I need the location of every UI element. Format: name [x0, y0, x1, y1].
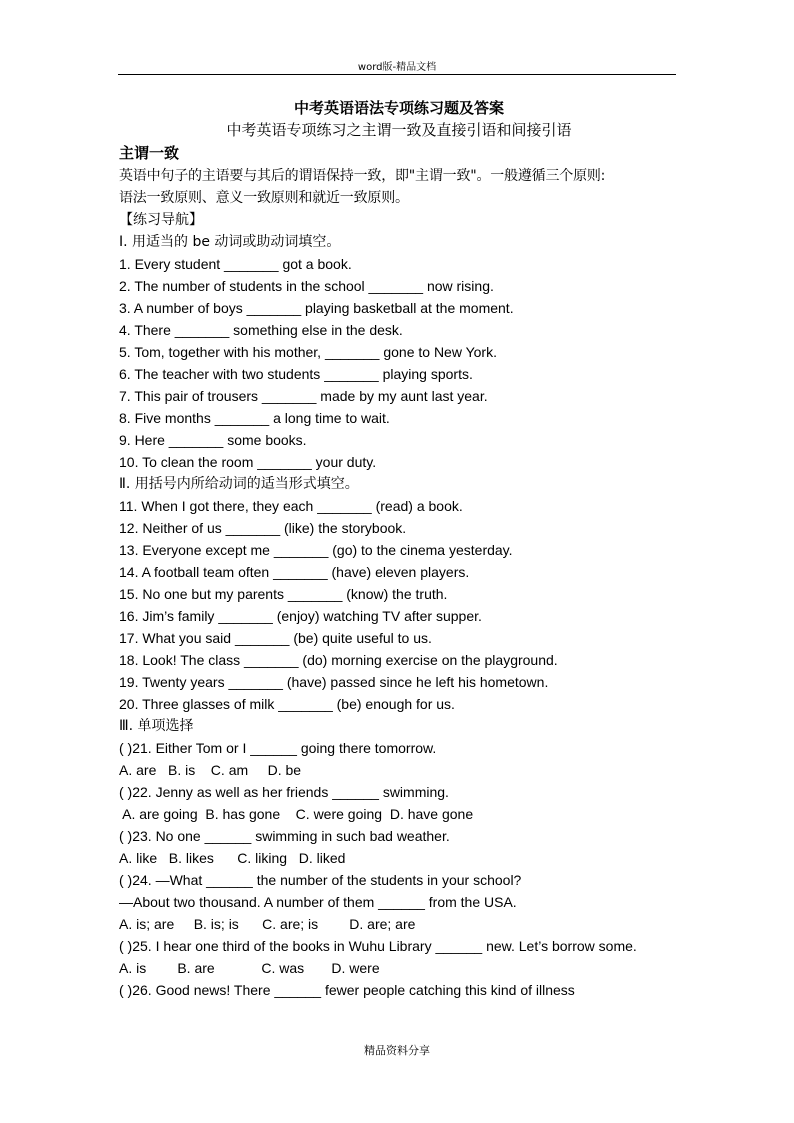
answer-options: A. is B. are C. was D. were [119, 960, 380, 976]
exercise-item: 14. A football team often _______ (have) eleven players. [119, 564, 470, 580]
exercise-item: 8. Five months _______ a long time to wait. [119, 410, 390, 426]
exercise-item: 17. What you said _______ (be) quite useful to us. [119, 630, 432, 646]
section-heading: 主谓一致 [119, 144, 180, 162]
part3-heading: Ⅲ. 单项选择 [119, 718, 194, 734]
exercise-item: 12. Neither of us _______ (like) the storybook. [119, 520, 407, 536]
intro-line: 语法一致原则、意义一致原则和就近一致原则。 [119, 190, 409, 206]
exercise-item: 5. Tom, together with his mother, _______ gone to New York. [119, 344, 497, 360]
exercise-item: 16. Jim’s family _______ (enjoy) watching TV after supper. [119, 608, 482, 624]
question-item: ( )21. Either Tom or I ______ going there tomorrow. [119, 740, 437, 756]
exercise-item: 15. No one but my parents _______ (know) the truth. [119, 586, 448, 602]
intro-line: 英语中句子的主语要与其后的谓语保持一致，即"主谓一致"。一般遵循三个原则: [119, 168, 606, 184]
question-item: ( )25. I hear one third of the books in Wuhu Library ______ new. Let’s borrow some. [119, 938, 637, 954]
document-subtitle: 中考英语专项练习之主谓一致及直接引语和间接引语 [226, 121, 572, 139]
question-item: —About two thousand. A number of them ______ from the USA. [119, 894, 517, 910]
exercise-item: 2. The number of students in the school _______ now rising. [119, 278, 494, 294]
guide-label: 【练习导航】 [119, 212, 203, 228]
exercise-item: 3. A number of boys _______ playing basketball at the moment. [119, 300, 514, 316]
document-title: 中考英语语法专项练习题及答案 [293, 99, 504, 117]
exercise-item: 11. When I got there, they each _______ (read) a book. [119, 498, 463, 514]
page-header: word版-精品文档 [357, 62, 437, 73]
exercise-item: 1. Every student _______ got a book. [119, 256, 352, 272]
header-divider [118, 74, 676, 75]
answer-options: A. are going B. has gone C. were going D. have gone [119, 806, 474, 822]
exercise-item: 4. There _______ something else in the desk. [119, 322, 403, 338]
exercise-item: 6. The teacher with two students _______ playing sports. [119, 366, 473, 382]
question-item: ( )23. No one ______ swimming in such bad weather. [119, 828, 450, 844]
exercise-item: 20. Three glasses of milk _______ (be) enough for us. [119, 696, 455, 712]
answer-options: A. are B. is C. am D. be [119, 762, 302, 778]
question-item: ( )22. Jenny as well as her friends ______ swimming. [119, 784, 449, 800]
part1-heading: Ⅰ. 用适当的 be 动词或助动词填空。 [119, 234, 341, 250]
exercise-item: 9. Here _______ some books. [119, 432, 307, 448]
part2-heading: Ⅱ. 用括号内所给动词的适当形式填空。 [119, 476, 359, 492]
exercise-item: 19. Twenty years _______ (have) passed since he left his hometown. [119, 674, 549, 690]
exercise-item: 7. This pair of trousers _______ made by my aunt last year. [119, 388, 488, 404]
exercise-item: 18. Look! The class _______ (do) morning exercise on the playground. [119, 652, 558, 668]
exercise-item: 10. To clean the room _______ your duty. [119, 454, 377, 470]
answer-options: A. like B. likes C. liking D. liked [119, 850, 346, 866]
question-item: ( )26. Good news! There ______ fewer people catching this kind of illness [119, 982, 575, 998]
question-item: ( )24. —What ______ the number of the students in your school? [119, 872, 522, 888]
exercise-item: 13. Everyone except me _______ (go) to the cinema yesterday. [119, 542, 513, 558]
page-footer: 精品资料分享 [364, 1044, 430, 1057]
document-body [119, 98, 679, 1001]
answer-options: A. is; are B. is; is C. are; is D. are; are [119, 916, 416, 932]
